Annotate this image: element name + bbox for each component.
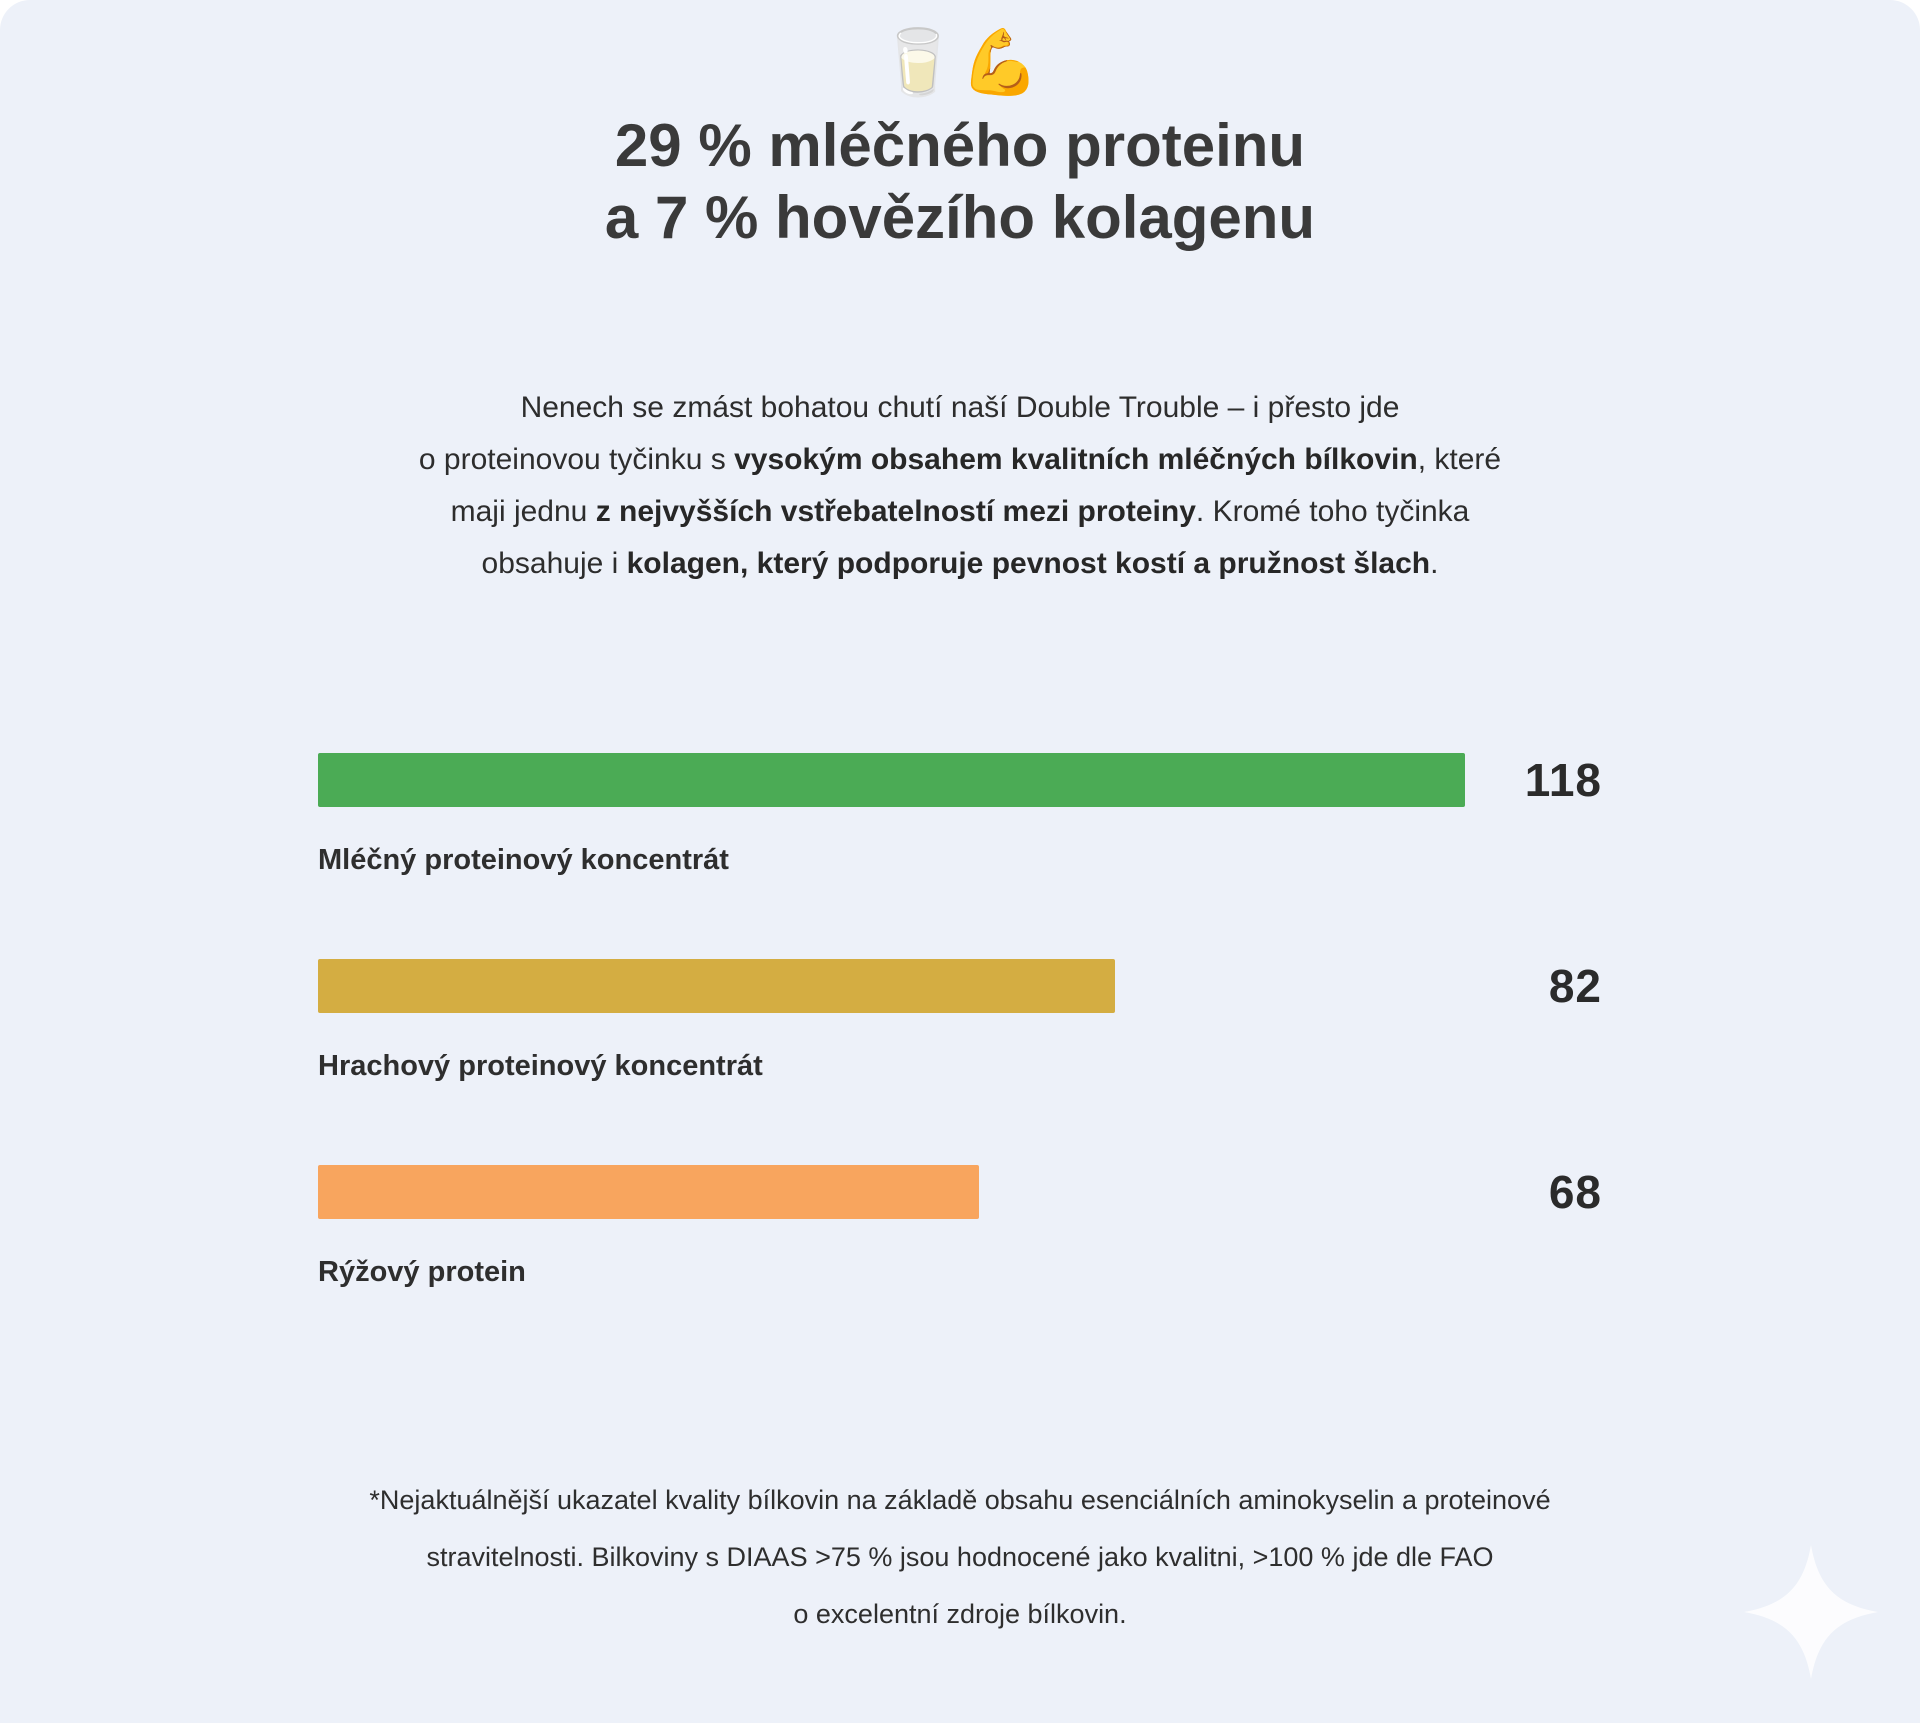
bar-row bbox=[318, 1165, 1602, 1289]
header bbox=[0, 0, 1920, 254]
bar-track bbox=[318, 1165, 1602, 1219]
bar-2 bbox=[318, 959, 1115, 1013]
bar-track bbox=[318, 753, 1602, 807]
intro-text-segment: Nenech se zmást bohatou chutí naší Double Trouble – i přesto jde bbox=[520, 391, 1400, 424]
bar-row bbox=[318, 753, 1602, 877]
intro-line-2 bbox=[0, 434, 1920, 486]
title-line-2: a 7 % hovězího kolagenu bbox=[604, 184, 1316, 251]
intro-line-3 bbox=[0, 486, 1920, 538]
intro-text-segment: . Kromé toho tyčinka bbox=[1195, 495, 1470, 528]
title-line-1: 29 % mléčného proteinu bbox=[614, 112, 1306, 179]
intro-text-segment: , které bbox=[1417, 443, 1502, 476]
bar-category-label: Mléčný proteinový koncentrát bbox=[318, 844, 729, 876]
intro-bold-segment: z nejvyšších vstřebatelností mezi proteiny bbox=[595, 495, 1196, 528]
intro-paragraph bbox=[0, 382, 1920, 590]
intro-text-segment: obsahuje i bbox=[481, 547, 627, 580]
intro-line-1 bbox=[0, 382, 1920, 434]
intro-text-segment: o proteinovou tyčinku s bbox=[418, 443, 735, 476]
footnote-line-3: o excelentní zdroje bílkovin. bbox=[793, 1599, 1127, 1629]
footnote-line-2: stravitelnosti. Bilkoviny s DIAAS >75 % jsou hodnocené jako kvalitni, >100 % jde dle FAO bbox=[426, 1542, 1494, 1572]
intro-text-segment: . bbox=[1430, 547, 1439, 580]
intro-line-4 bbox=[0, 538, 1920, 590]
footnote bbox=[0, 1472, 1920, 1643]
bar-value: 82 bbox=[1548, 960, 1602, 1012]
bar-track bbox=[318, 959, 1602, 1013]
intro-bold-segment: vysokým obsahem kvalitních mléčných bílkovin bbox=[734, 443, 1418, 476]
bar-value: 68 bbox=[1548, 1166, 1602, 1218]
bar-3 bbox=[318, 1165, 979, 1219]
milk-and-biceps-emoji-icon: 🥛💪 bbox=[878, 26, 1042, 98]
bar-row bbox=[318, 959, 1602, 1083]
intro-text-segment: maji jednu bbox=[450, 495, 596, 528]
bar-category-label: Hrachový proteinový koncentrát bbox=[318, 1050, 763, 1082]
bar-chart bbox=[318, 753, 1602, 1289]
bar-category-label: Rýžový protein bbox=[318, 1256, 526, 1288]
intro-bold-segment: kolagen, který podporuje pevnost kostí a pružnost šlach bbox=[626, 547, 1431, 580]
sparkle-icon bbox=[1744, 1545, 1878, 1679]
bar-1 bbox=[318, 753, 1465, 807]
bar-value: 118 bbox=[1524, 754, 1602, 806]
footnote-line-1: *Nejaktuálnější ukazatel kvality bílkovin na základě obsahu esenciálních aminokyselin a proteinové bbox=[369, 1485, 1551, 1515]
page-title bbox=[0, 110, 1920, 254]
